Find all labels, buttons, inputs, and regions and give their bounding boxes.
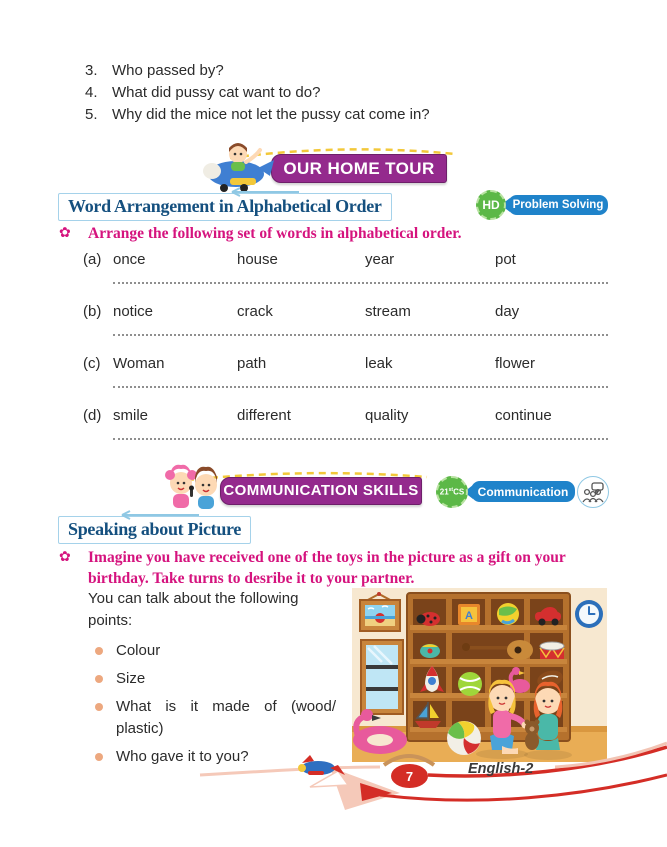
list-item: Size (88, 668, 336, 690)
communication-tag (471, 481, 575, 502)
footer-swoosh-decoration (0, 735, 667, 835)
word: stream (365, 303, 411, 320)
bullet-dot-icon (95, 703, 103, 711)
question-item (85, 62, 430, 80)
row-label: (a) (83, 251, 102, 268)
list-item: What is it made of (wood/ plastic) (88, 696, 336, 740)
question-text: Who passed by? (112, 62, 224, 79)
word: day (495, 303, 520, 320)
list-item: Who gave it to you? (88, 746, 336, 768)
word: pot (495, 251, 516, 268)
window (361, 640, 403, 714)
word: different (237, 407, 291, 424)
hd-badge (476, 190, 506, 220)
ribbon-tail (417, 481, 429, 501)
flower-bullet-icon: ✿ (59, 548, 71, 564)
left-arrow-icon (114, 510, 202, 520)
communication-skills-banner (220, 477, 422, 505)
talking-kids-icon (162, 461, 226, 513)
word: notice (113, 303, 154, 320)
svg-text:A: A (465, 610, 473, 622)
word: once (113, 251, 146, 268)
left-arrow-icon (224, 187, 302, 197)
word: flower (495, 355, 536, 372)
word: leak (365, 355, 393, 372)
answer-line (113, 438, 608, 440)
section-heading-word-arrangement (58, 193, 392, 221)
page-number-badge: 7 (391, 764, 428, 788)
row-label: (c) (83, 355, 101, 372)
wall-clock (575, 600, 603, 628)
badge-text: 21stCS (439, 487, 465, 497)
word: crack (237, 303, 273, 320)
word: Woman (113, 355, 165, 372)
banner-title: OUR HOME TOUR (283, 159, 435, 178)
word: continue (495, 407, 552, 424)
answer-line (113, 334, 608, 336)
book-title: English-2 (468, 761, 534, 777)
question-number: 4. (85, 84, 98, 101)
ribbon-tail (442, 158, 454, 178)
question-text: Why did the mice not let the pussy cat come in? (112, 106, 430, 123)
home-tour-banner (271, 154, 447, 183)
word: smile (113, 407, 149, 424)
word: quality (365, 407, 409, 424)
bullet-dot-icon (95, 675, 103, 683)
21st-century-skills-badge (436, 476, 468, 508)
question-list (85, 62, 430, 128)
row-label: (d) (83, 407, 102, 424)
list-item: Colour (88, 640, 336, 662)
talking-points-intro: You can talk about the following points: (88, 590, 299, 629)
heading-text: Word Arrangement in Alphabetical Order (68, 196, 382, 216)
word: house (237, 251, 278, 268)
tag-text: Problem Solving (512, 199, 604, 211)
section-heading-speaking-about-picture (58, 516, 251, 544)
banner-title: COMMUNICATION SKILLS (223, 482, 419, 499)
hd-badge-text: HD (482, 198, 500, 212)
answer-line (113, 386, 608, 388)
question-number: 5. (85, 106, 98, 123)
bullet-dot-icon (95, 647, 103, 655)
exercise1-instruction: Arrange the following set of words in alphabetical order. (88, 225, 462, 242)
communication-people-icon (577, 476, 609, 508)
problem-solving-tag (508, 195, 608, 215)
question-number: 3. (85, 62, 98, 79)
row-label: (b) (83, 303, 102, 320)
heading-text: Speaking about Picture (68, 519, 242, 539)
question-item (85, 84, 430, 102)
tag-text: Communication (477, 484, 569, 499)
word: year (365, 251, 395, 268)
question-text: What did pussy cat want to do? (112, 84, 321, 101)
flower-bullet-icon: ✿ (59, 224, 71, 240)
airplane-kid-icon (200, 138, 282, 194)
question-item (85, 106, 430, 124)
answer-line (113, 282, 608, 284)
exercise2-instruction: Imagine you have received one of the toys in the picture as a gift on your birthday. Take turns to desribe it to your partner. (88, 549, 566, 587)
word: path (237, 355, 267, 372)
